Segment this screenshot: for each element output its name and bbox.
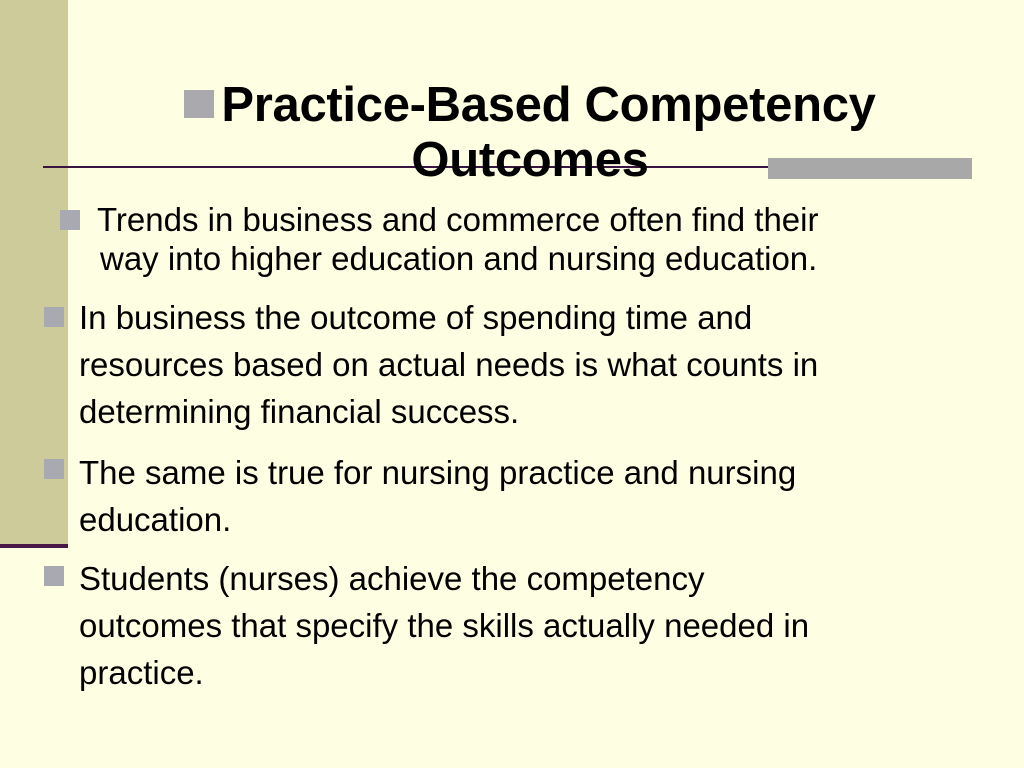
bullet-text xyxy=(79,555,809,696)
bullet-line: outcomes that specify the skills actually needed in xyxy=(79,607,810,644)
bullet-line: education. xyxy=(79,501,232,538)
bullet-line: In business the outcome of spending time and xyxy=(79,299,753,336)
title-line-1 xyxy=(100,78,960,133)
bullet-line: practice. xyxy=(79,654,204,691)
square-bullet-icon xyxy=(44,307,64,327)
square-bullet-icon xyxy=(60,210,80,230)
slide-title xyxy=(100,78,960,188)
title-text-1: Practice-Based Competency xyxy=(221,78,876,132)
bullet-text xyxy=(79,294,818,435)
square-bullet-icon xyxy=(44,566,64,586)
square-bullet-icon xyxy=(44,459,64,479)
bullet-line: resources based on actual needs is what counts in xyxy=(79,346,819,383)
bullet-line: way into higher education and nursing education. xyxy=(100,240,818,277)
bullet-line: The same is true for nursing practice and nursing xyxy=(79,454,797,491)
bullet-text xyxy=(97,200,818,278)
sidebar-bottom-rule xyxy=(0,544,68,548)
bullet-line: Trends in business and commerce often find their xyxy=(97,201,819,238)
bullet-line: Students (nurses) achieve the competency xyxy=(79,560,705,597)
title-line-2: Outcomes xyxy=(411,133,649,187)
bullet-line: determining financial success. xyxy=(79,393,520,430)
bullet-text xyxy=(79,449,796,543)
title-bullet-icon xyxy=(184,90,214,118)
